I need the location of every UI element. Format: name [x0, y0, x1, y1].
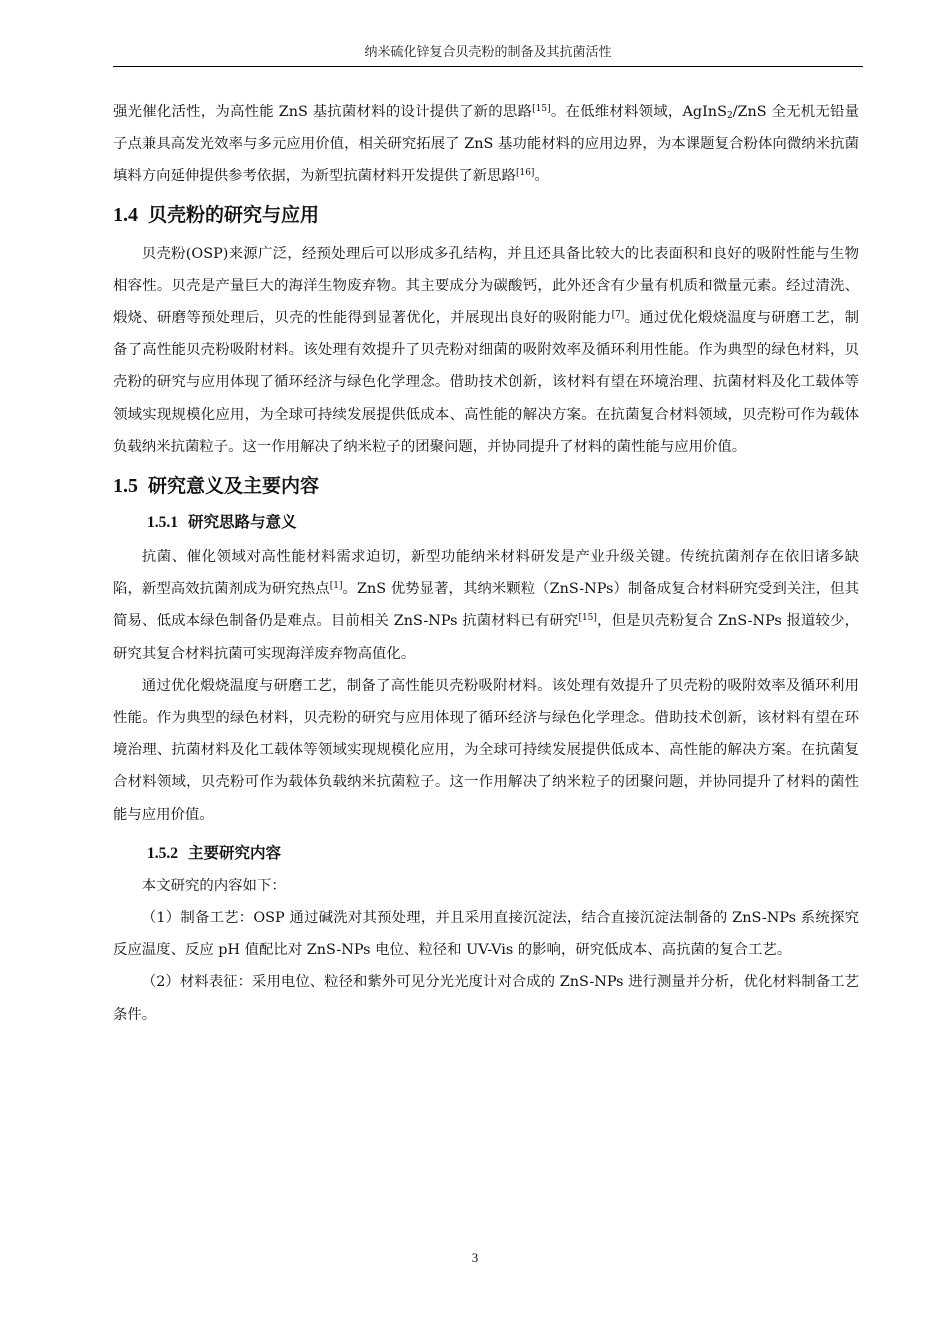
citation: [1] [329, 581, 343, 592]
page-number: 3 [471, 1250, 479, 1265]
citation: [16] [515, 168, 535, 179]
paragraph-significance: 通过优化煅烧温度与研磨工艺，制备了高性能贝壳粉吸附材料。该处理有效提升了贝壳粉的吸附效率及循环利用性能。作为典型的绿色材料，贝壳粉的研究与应用体现了循环经济与绿色化学理念。借助技术创新，该材料有望在环境治理、抗菌材料及化工载体等领域实现规模化应用，为全球可持续发展提供低成本、高性能的解决方案。在抗菌复合材料领域，贝壳粉可作为载体负载纳米抗菌粒子。这一作用解决了纳米粒子的团聚问题，并协同提升了材料的菌性能与应用价值。 [113, 677, 859, 823]
paragraph-shell-powder: 贝壳粉(OSP)来源广泛，经预处理后可以形成多孔结构，并且还具备比较大的比表面积和良好的吸附性能与生物相容性。贝壳是产量巨大的海洋生物废弃物。其主要成分为碳酸钙，此外还含有少量有机质和微量元素。经过清洗、煅烧、研磨等预处理后，贝壳的性能得到显著优化，并展现出良好的吸附能力[7]。通过优化煅烧温度与研磨工艺，制备了高性能贝壳粉吸附材料。该处理有效提升了贝壳粉对细菌的吸附效率及循环利用性能。作为典型的绿色材料，贝壳粉的研究与应用体现了循环经济与绿色化学理念。借助技术创新，该材料有望在环境治理、抗菌材料及化工载体等领域实现规模化应用，为全球可持续发展提供低成本、高性能的解决方案。在抗菌复合材料领域，贝壳粉可作为载体负载纳米抗菌粒子。这一作用解决了纳米粒子的团聚问题，并协同提升了材料的菌性能与应用价值。 [113, 245, 859, 455]
subscript: 2 [726, 111, 733, 121]
header-rule [113, 66, 863, 67]
paragraph-item-1: （1）制备工艺：OSP 通过碱洗对其预处理，并且采用直接沉淀法，结合直接沉淀法制备的 ZnS-NPs 系统探究反应温度、反应 pH 值配比对 ZnS-NPs 电位、粒径和 UV-Vis 的影响，研究低成本、高抗菌的复合工艺。 [113, 910, 859, 959]
paragraph-item-2: （2）材料表征：采用电位、粒径和紫外可见分光光度计对合成的 ZnS-NPs 进行测量并分析，优化材料制备工艺条件。 [113, 974, 859, 1023]
section-heading-1-5: 1.5 研究意义及主要内容 [113, 475, 320, 498]
paragraph-intro: 本文研究的内容如下： [141, 877, 286, 894]
citation: [7] [611, 310, 625, 321]
paragraph-continued: 强光催化活性，为高性能 ZnS 基抗菌材料的设计提供了新的思路[15]。在低维材料领域，AgInS$_2$/ZnS 全无机无铅量子点兼具高发光效率与多元应用价值，相关研究拓展了 ZnS 基功能材料的应用边界，为本课题复合粉体向微纳米抗菌填料方向延伸提供参考依据，为新型抗菌材料开发提供了新思路[16]。 [113, 104, 859, 185]
section-heading-1-4: 1.4 贝壳粉的研究与应用 [113, 203, 320, 226]
page-body [113, 96, 859, 1031]
paragraph-research-idea: 抗菌、催化领域对高性能材料需求迫切，新型功能纳米材料研发是产业升级关键。传统抗菌剂存在依旧诸多缺陷，新型高效抗菌剂成为研究热点[1]。ZnS 优势显著，其纳米颗粒（ZnS-NPs）制备成复合材料研究受到关注，但其简易、低成本绿色制备仍是难点。目前相关 ZnS-NPs 抗菌材料已有研究[15]，但是贝壳粉复合 ZnS-NPs 报道较少，研究其复合材料抗菌可实现海洋废弃物高值化。 [113, 549, 859, 662]
subsection-heading-1-5-1: 1.5.1 研究思路与意义 [147, 513, 297, 532]
subsection-heading-1-5-2: 1.5.2 主要研究内容 [147, 843, 282, 862]
running-header: 纳米硫化锌复合贝壳粉的制备及其抗菌活性 [364, 45, 612, 60]
citation: [15] [532, 104, 551, 114]
citation: [15] [578, 613, 597, 624]
